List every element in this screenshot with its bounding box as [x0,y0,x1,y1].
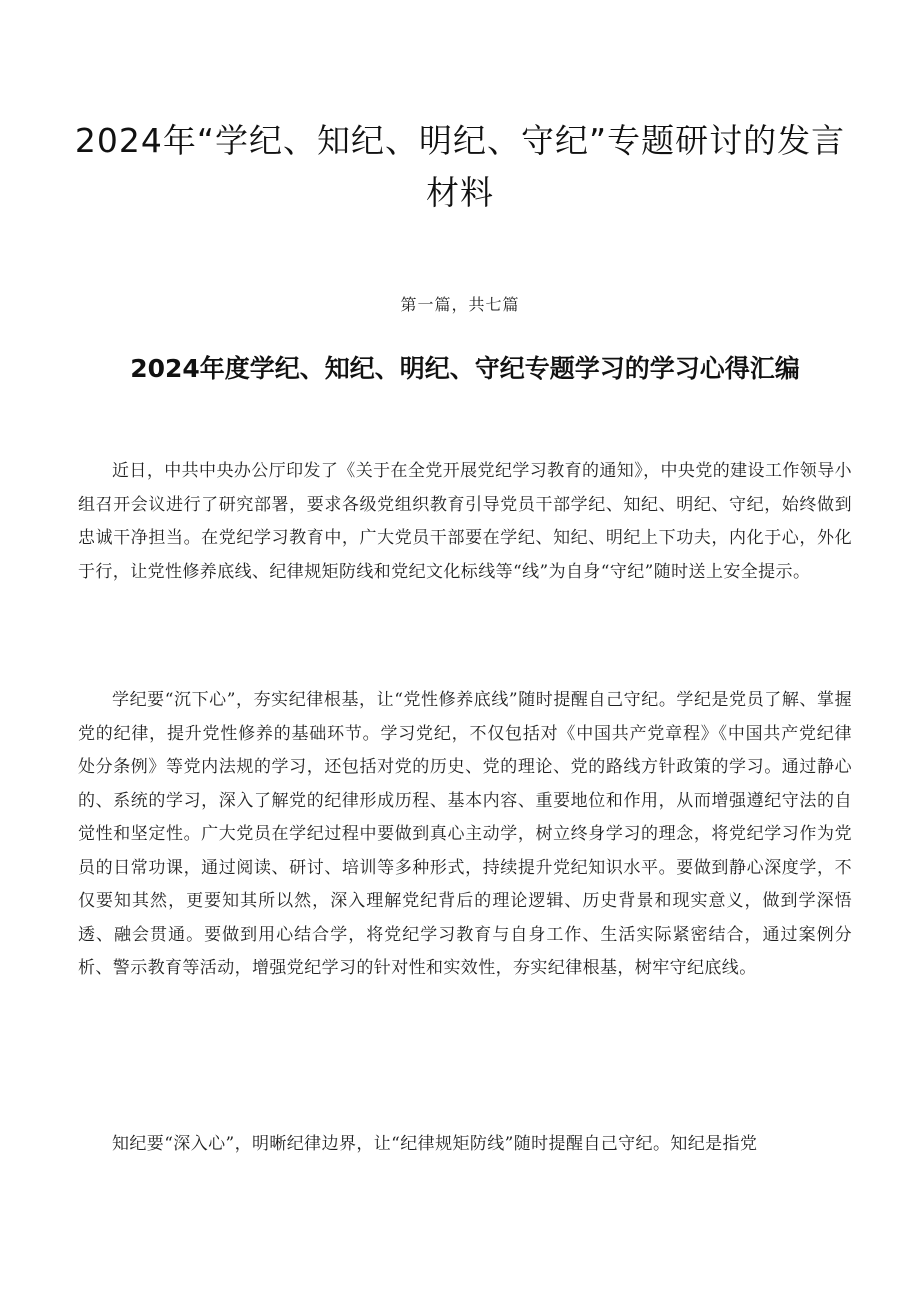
body-paragraph: 近日，中共中央办公厅印发了《关于在全党开展党纪学习教育的通知》，中央党的建设工作领导小组召开会议进行了研究部署，要求各级党组织教育引导党员干部学纪、知纪、明纪、守纪，始终做到忠诚干净担当。在党纪学习教育中，广大党员干部要在学纪、知纪、明纪上下功夫，内化于心，外化于行，让党性修养底线、纪律规矩防线和党纪文化标线等“线”为自身“守纪”随时送上安全提示。 [78,461,852,582]
section-title: 2024年度学纪、知纪、明纪、守纪专题学习的学习心得汇编 [130,354,800,383]
document-title: 2024年“学纪、知纪、明纪、守纪”专题研讨的发言材料 [74,121,846,212]
body-paragraph: 学纪要“沉下心”，夯实纪律根基，让“党性修养底线”随时提醒自己守纪。学纪是党员了解、掌握党的纪律，提升党性修养的基础环节。学习党纪，不仅包括对《中国共产党章程》《中国共产党纪律处分条例》等党内法规的学习，还包括对党的历史、党的理论、党的路线方针政策的学习。通过静心的、系统的学习，深入了解党的纪律形成历程、基本内容、重要地位和作用，从而增强遵纪守法的自觉性和坚定性。广大党员在学纪过程中要做到真心主动学，树立终身学习的理念，将党纪学习作为党员的日常功课，通过阅读、研讨、培训等多种形式，持续提升党纪知识水平。要做到静心深度学，不仅要知其然，更要知其所以然，深入理解党纪背后的理论逻辑、历史背景和现实意义，做到学深悟透、融会贯通。要做到用心结合学，将党纪学习教育与自身工作、生活实际紧密结合，通过案例分析、警示教育等活动，增强党纪学习的针对性和实效性，夯实纪律根基，树牢守纪底线。 [78,690,852,978]
part-label: 第一篇，共七篇 [400,295,520,314]
body-paragraph: 知纪要“深入心”，明晰纪律边界，让“纪律规矩防线”随时提醒自己守纪。知纪是指党 [112,1134,758,1154]
